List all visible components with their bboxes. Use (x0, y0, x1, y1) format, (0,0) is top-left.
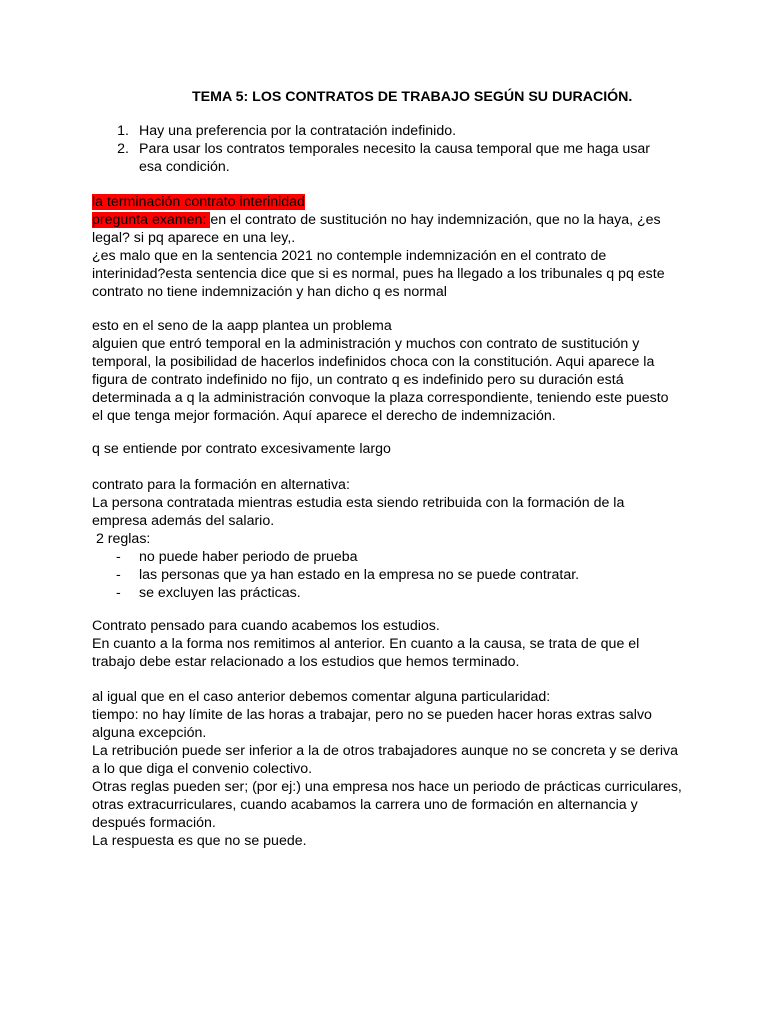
dash-bullet: - (116, 585, 121, 601)
section-estudios (92, 617, 682, 671)
list-text: las personas que ya han estado en la empresa no se puede contratar. (139, 567, 580, 583)
paragraph: al igual que en el caso anterior debemos comentar alguna particularidad: (92, 689, 551, 705)
exam-question-text: en el contrato de sustitución no hay indemnización, que no la haya, ¿es legal? si pq aparece en una ley,. (92, 212, 661, 246)
highlighted-heading: la terminación contrato interinidad (92, 194, 305, 210)
list-number: 2. (117, 141, 129, 157)
paragraph: Otras reglas pueden ser; (por ej:) una empresa nos hace un periodo de prácticas curriculares, otras extracurriculares, cuando acabamos la carrera uno de formación en alternancia y después formación. (92, 779, 682, 831)
list-item (92, 566, 682, 584)
section-aapp (92, 317, 682, 425)
paragraph: Contrato pensado para cuando acabemos los estudios. (92, 618, 440, 634)
paragraph: En cuanto a la forma nos remitimos al anterior. En cuanto a la causa, se trata de que el trabajo debe estar relacionado a los estudios que hemos terminado. (92, 636, 640, 670)
section-formacion-alternativa (92, 476, 682, 602)
paragraph: tiempo: no hay límite de las horas a trabajar, pero no se pueden hacer horas extras salvo alguna excepción. (92, 707, 652, 741)
numbered-list (92, 122, 672, 176)
paragraph: ¿es malo que en la sentencia 2021 no contemple indemnización en el contrato de interinidad?esta sentencia dice que si es normal, pues ha llegado a los tribunales q pq este contrato no tiene indemnización y han dicho q es normal (92, 248, 665, 300)
paragraph: q se entiende por contrato excesivamente largo (92, 441, 391, 457)
list-item (92, 140, 672, 176)
list-text: no puede haber periodo de prueba (139, 549, 358, 565)
section-largo (92, 440, 682, 458)
list-item (92, 122, 672, 140)
document-title: TEMA 5: LOS CONTRATOS DE TRABAJO SEGÚN SU DURACIÓN. (192, 89, 633, 105)
paragraph: La respuesta es que no se puede. (92, 833, 307, 849)
list-text: Hay una preferencia por la contratación indefinido. (139, 123, 457, 139)
list-number: 1. (117, 123, 129, 139)
dash-bullet: - (116, 549, 121, 565)
paragraph: esto en el seno de la aapp plantea un problema (92, 318, 392, 334)
dash-bullet: - (116, 567, 121, 583)
paragraph: La retribución puede ser inferior a la de otros trabajadores aunque no se concreta y se deriva a lo que diga el convenio colectivo. (92, 743, 678, 777)
list-text: se excluyen las prácticas. (139, 585, 301, 601)
paragraph: alguien que entró temporal en la administración y muchos con contrato de sustitución y temporal, la posibilidad de hacerlos indefinidos choca con la constitución. Aqui aparece la figura de contrato indefinido no fijo, un contrato q es indefinido pero su duración está determinada a q la administración convoque la plaza correspondiente, teniendo este puesto el que tenga mejor formación. Aquí aparece el derecho de indemnización. (92, 336, 669, 424)
list-item (92, 548, 682, 566)
paragraph: La persona contratada mientras estudia esta siendo retribuida con la formación de la empresa además del salario. (92, 495, 625, 529)
list-text: Para usar los contratos temporales necesito la causa temporal que me haga usar esa condición. (139, 141, 651, 175)
rules-label: 2 reglas: (92, 531, 151, 547)
section-interinidad (92, 193, 682, 301)
list-item (92, 584, 682, 602)
section-heading: contrato para la formación en alternativa: (92, 477, 350, 493)
highlighted-label: pregunta examen: (92, 212, 211, 228)
section-particularidades (92, 688, 682, 850)
